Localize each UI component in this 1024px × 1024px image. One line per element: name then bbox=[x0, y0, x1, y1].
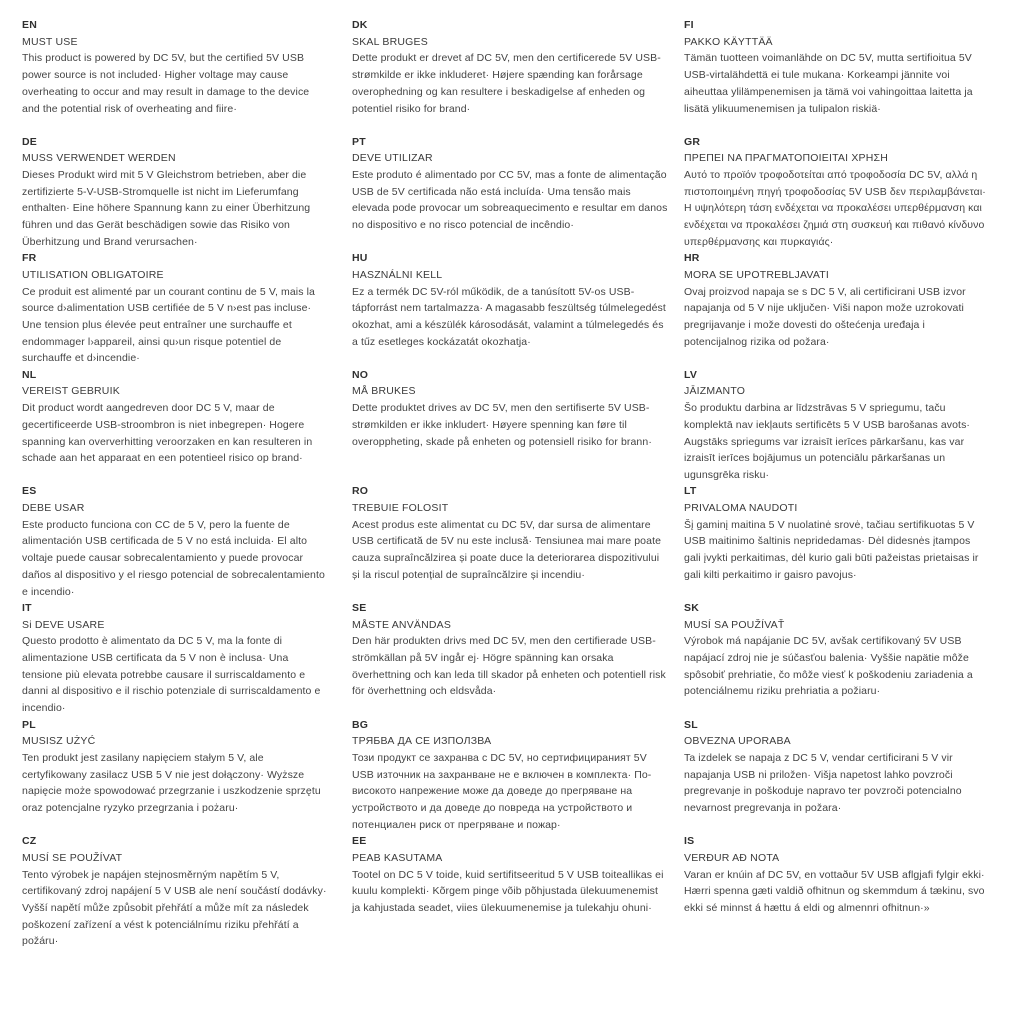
block-title: SKAL BRUGES bbox=[352, 35, 428, 48]
block-body: Este produto é alimentado por CC 5V, mas a fonte de alimentação USB de 5V certificada não está incluída· Uma tensão mais elevada pode provocar um sobreaquecimento e resultar em danos no dispositivo e no risco potencial de incêndio· bbox=[352, 169, 668, 232]
block-body: Varan er knúin af DC 5V, en vottaður 5V USB aflgjafi fylgir ekki· Hærri spenna gæti valdið ofhitnun og skemmdum á tækinu, svo ekki sé minnst á hættu á eldi og almennri ofhitnun·» bbox=[684, 868, 985, 914]
language-code: RO bbox=[352, 485, 369, 498]
language-code: HR bbox=[684, 252, 700, 265]
language-block-gr bbox=[684, 134, 990, 251]
language-block-pl bbox=[22, 717, 327, 834]
block-title: MUSÍ SA POUŽÍVAŤ bbox=[684, 618, 785, 631]
block-title: Si DEVE USARE bbox=[22, 618, 105, 631]
language-code: FR bbox=[22, 252, 37, 265]
column bbox=[22, 17, 327, 950]
language-block-hr bbox=[684, 250, 990, 367]
block-title: HASZNÁLNI KELL bbox=[352, 268, 443, 281]
language-block-no bbox=[352, 367, 668, 484]
block-title: PAKKO KÄYTTÄÄ bbox=[684, 35, 773, 48]
language-block-se bbox=[352, 600, 668, 717]
language-code: CZ bbox=[22, 835, 37, 848]
block-body: Ovaj proizvod napaja se s DC 5 V, ali certificirani USB izvor napajanja od 5 V nije uključen· Viši napon može uzrokovati pregrijavanje i može dovesti do oštećenja uređaja i potencijalnog rizika od požara· bbox=[684, 285, 966, 348]
language-block-is bbox=[684, 833, 990, 950]
language-code: DE bbox=[22, 135, 37, 148]
block-body: Αυτό το προϊόν τροφοδοτείται από τροφοδοσία DC 5V, αλλά η πιστοποιημένη πηγή τροφοδοσίας 5V USB δεν περιλαμβάνεται· Η υψηλότερη τάση ενδέχεται να προκαλέσει υπερθέρμανση και ενδέχεται να προκαλέσει ζημιά στη συσκευή και πιθανό κίνδυνο υπερθέρμανσης και πυρκαγιάς· bbox=[684, 169, 986, 248]
language-code: HU bbox=[352, 252, 368, 265]
block-title: MUSISZ UŻYĆ bbox=[22, 735, 96, 748]
language-code: BG bbox=[352, 718, 369, 731]
language-block-ro bbox=[352, 483, 668, 600]
language-code: NO bbox=[352, 368, 369, 381]
block-title: DEBE USAR bbox=[22, 502, 85, 515]
language-block-en bbox=[22, 17, 327, 134]
block-title: MÅ BRUKES bbox=[352, 385, 416, 398]
language-code: NL bbox=[22, 368, 37, 381]
language-block-nl bbox=[22, 367, 327, 484]
block-body: Výrobok má napájanie DC 5V, avšak certifikovaný 5V USB napájací zdroj nie je súčasťou balenia· Vyššie napätie môže spôsobiť prehriatie, čo môže viesť k poškodeniu zariadenia a potenciálnemu riziku prehriatia a požiaru· bbox=[684, 635, 973, 698]
language-block-lt bbox=[684, 483, 990, 600]
block-body: Ta izdelek se napaja z DC 5 V, vendar certificirani 5 V vir napajanja USB ni priložen· Višja napetost lahko povzroči pregrevanje in poškoduje napravo ter povzroči potencialno nevarnost pregrevanja in požara· bbox=[684, 751, 962, 815]
language-block-dk bbox=[352, 17, 668, 134]
block-body: Dette produktet drives av DC 5V, men den sertifiserte 5V USB-strømkilden er ikke inkludert· Høyere spenning kan føre til overoppheting, skade på enheten og potensiell risiko for brann· bbox=[352, 402, 652, 448]
block-title: MUSÍ SE POUŽÍVAT bbox=[22, 851, 123, 864]
block-body: This product is powered by DC 5V, but the certified 5V USB power source is not included· Higher voltage may cause overheating to occur and may result in damage to the device and the potential risk of overheating and fiire· bbox=[22, 52, 310, 115]
block-title: PRIVALOMA NAUDOTI bbox=[684, 502, 798, 515]
language-code: LT bbox=[684, 485, 697, 498]
block-title: PEAB KASUTAMA bbox=[352, 851, 443, 864]
language-block-lv bbox=[684, 367, 990, 484]
block-title: OBVEZNA UPORABA bbox=[684, 735, 791, 748]
block-title: MÅSTE ANVÄNDAS bbox=[352, 618, 452, 631]
block-title: MUSS VERWENDET WERDEN bbox=[22, 152, 176, 165]
block-title: TREBUIE FOLOSIT bbox=[352, 502, 449, 515]
block-body: Ce produit est alimenté par un courant continu de 5 V, mais la source d›alimentation USB certifiée de 5 V n›est pas incluse· Une tension plus élevée peut entraîner une surchauffe et endommager l›appareil, ainsi qu›un risque potentiel de surchauffe et d›incendie· bbox=[22, 285, 315, 365]
language-code: EN bbox=[22, 19, 37, 31]
language-code: PT bbox=[352, 135, 366, 148]
language-code: IS bbox=[684, 835, 695, 848]
language-block-sl bbox=[684, 717, 990, 834]
block-body: Tämän tuotteen voimanlähde on DC 5V, mutta sertifioitua 5V USB-virtalähdettä ei tule mukana· Korkeampi jännite voi aiheuttaa ylilämpenemisen ja tämä voi vahingoittaa laitetta ja lisätä ylikuumenemisen ja tulipalon riskiä· bbox=[684, 52, 973, 115]
language-block-fr bbox=[22, 250, 327, 367]
language-block-de bbox=[22, 134, 327, 251]
block-body: Dit product wordt aangedreven door DC 5 V, maar de gecertificeerde USB-stroombron is niet inbegrepen· Hogere spanning kan oververhitting veroorzaken en kan resulteren in schade aan het apparaat en een potentieel risico op brand· bbox=[22, 402, 313, 465]
language-block-it bbox=[22, 600, 327, 717]
block-title: DEVE UTILIZAR bbox=[352, 152, 433, 165]
block-body: Den här produkten drivs med DC 5V, men den certifierade USB-strömkällan på 5V ingår ej· Högre spänning kan orsaka överhettning och kan leda till skador på enheten och potentiell risk för överhettning och eldsvåda· bbox=[352, 635, 666, 698]
language-code: LV bbox=[684, 368, 698, 381]
block-title: MUST USE bbox=[22, 35, 78, 48]
language-code: IT bbox=[22, 601, 32, 614]
language-code: PL bbox=[22, 718, 36, 731]
block-body: Tento výrobek je napájen stejnosměrným napětím 5 V, certifikovaný zdroj napájení 5 V USB ale není součástí dodávky· Vyšší napětí může způsobit přehřátí a může mít za následek poškození zařízení a vést k potenciálnímu riziku přehřátí a požáru· bbox=[22, 868, 327, 948]
language-code: SK bbox=[684, 601, 699, 614]
language-block-fi bbox=[684, 17, 990, 134]
language-code: DK bbox=[352, 19, 368, 31]
block-body: Šo produktu darbina ar līdzstrāvas 5 V spriegumu, taču komplektā nav iekļauts sertificēts 5 V USB barošanas avots· Augstāks spriegums var izraisīt ierīces pārkaršanu, kas var izraisīt ierīces bojājumus un potenciālu pārkaršanas un ugunsgrēka risku· bbox=[684, 402, 971, 481]
block-body: Šį gaminį maitina 5 V nuolatinė srovė, tačiau sertifikuotas 5 V USB maitinimo šaltinis nepridedamas· Dėl didesnės įtampos gali įvykti perkaitimas, dėl kurio gali būti pažeistas prietaisas ir gali kilti perkaitimo ir gaisro pavojus· bbox=[684, 518, 979, 581]
block-body: Questo prodotto è alimentato da DC 5 V, ma la fonte di alimentazione USB certificata da 5 V non è inclusa· Una tensione più elevata potrebbe causare il surriscaldamento e danni al dispositivo e il rischio potenziale di surriscaldamento e incendio· bbox=[22, 635, 321, 715]
language-code: EE bbox=[352, 835, 367, 848]
language-block-hu bbox=[352, 250, 668, 367]
block-body: Ez a termék DC 5V-ról működik, de a tanúsított 5V-os USB-tápforrást nem tartalmazza· A magasabb feszültség túlmelegedést okozhat, ami a készülék károsodását, valamint a túlmelegedés és a tűz esetleges kockázatát okozhatja· bbox=[352, 285, 666, 348]
block-title: UTILISATION OBLIGATOIRE bbox=[22, 268, 164, 281]
block-body: Acest produs este alimentat cu DC 5V, dar sursa de alimentare USB certificată de 5V nu este inclusă· Tensiunea mai mare poate cauza supraîncălzirea și poate duce la deteriorarea dispozitivului și la riscul potențial de supraîncălzire și incendiu· bbox=[352, 518, 662, 581]
language-code: SE bbox=[352, 601, 367, 614]
block-body: Dieses Produkt wird mit 5 V Gleichstrom betrieben, aber die zertifizierte 5-V-USB-Stromquelle ist nicht im Lieferumfang enthalten· Eine höhere Spannung kann zu einer Überhitzung führen und das Gerät beschädigen sowie das Risiko von Überhitzung und Brand verursachen· bbox=[22, 169, 311, 248]
block-title: ТРЯБВА ДА СЕ ИЗПОЛЗВА bbox=[352, 735, 492, 748]
block-body: Ten produkt jest zasilany napięciem stałym 5 V, ale certyfikowany zasilacz USB 5 V nie jest dołączony· Wyższe napięcie może spowodować przegrzanie i uszkodzenie sprzętu oraz potencjalne ryzyko przegrzania i pożaru· bbox=[22, 751, 321, 815]
block-body: Този продукт се захранва с DC 5V, но сертифицираният 5V USB източник на захранване не е включен в комплекта· По-високото напрежение може да доведе до прегряване на устройството и да доведе до повреда на устройството и потенциален риск от прегряване и пожар· bbox=[352, 751, 652, 831]
block-title: MORA SE UPOTREBLJAVATI bbox=[684, 268, 830, 281]
block-title: JĀIZMANTO bbox=[684, 385, 746, 398]
language-block-ee bbox=[352, 833, 668, 950]
language-block-cz bbox=[22, 833, 327, 950]
language-block-es bbox=[22, 483, 327, 600]
language-code: SL bbox=[684, 718, 698, 731]
column bbox=[684, 17, 990, 950]
language-code: FI bbox=[684, 19, 694, 31]
block-title: VERÐUR AÐ NOTA bbox=[684, 851, 780, 864]
block-body: Tootel on DC 5 V toide, kuid sertifitseeritud 5 V USB toiteallikas ei kuulu komplekti· Kõrgem pinge võib põhjustada ülekuumenemist ja kahjustada seadet, viies ülekuumenemise ja tulekahju ohuni· bbox=[352, 868, 664, 914]
language-block-sk bbox=[684, 600, 990, 717]
language-code: GR bbox=[684, 135, 701, 148]
language-block-bg bbox=[352, 717, 668, 834]
language-block-pt bbox=[352, 134, 668, 251]
block-title: ΠΡΕΠΕΙ ΝΑ ΠΡΑΓΜΑΤΟΠΟΙΕΙΤΑΙ ΧΡΗΣΗ bbox=[684, 152, 889, 165]
block-title: VEREIST GEBRUIK bbox=[22, 385, 120, 398]
column bbox=[352, 17, 668, 950]
block-body: Este producto funciona con CC de 5 V, pero la fuente de alimentación USB certificada de 5 V no está incluida· El alto voltaje puede causar sobrecalentamiento y puede provocar daños al dispositivo y el riesgo potencial de sobrecalentamiento e incendio· bbox=[22, 518, 325, 598]
language-code: ES bbox=[22, 485, 37, 498]
block-body: Dette produkt er drevet af DC 5V, men den certificerede 5V USB-strømkilde er ikke inkluderet· Højere spænding kan forårsage overophedning og kan resultere i beskadigelse af enheden og potentiel risiko for brand· bbox=[352, 52, 661, 115]
